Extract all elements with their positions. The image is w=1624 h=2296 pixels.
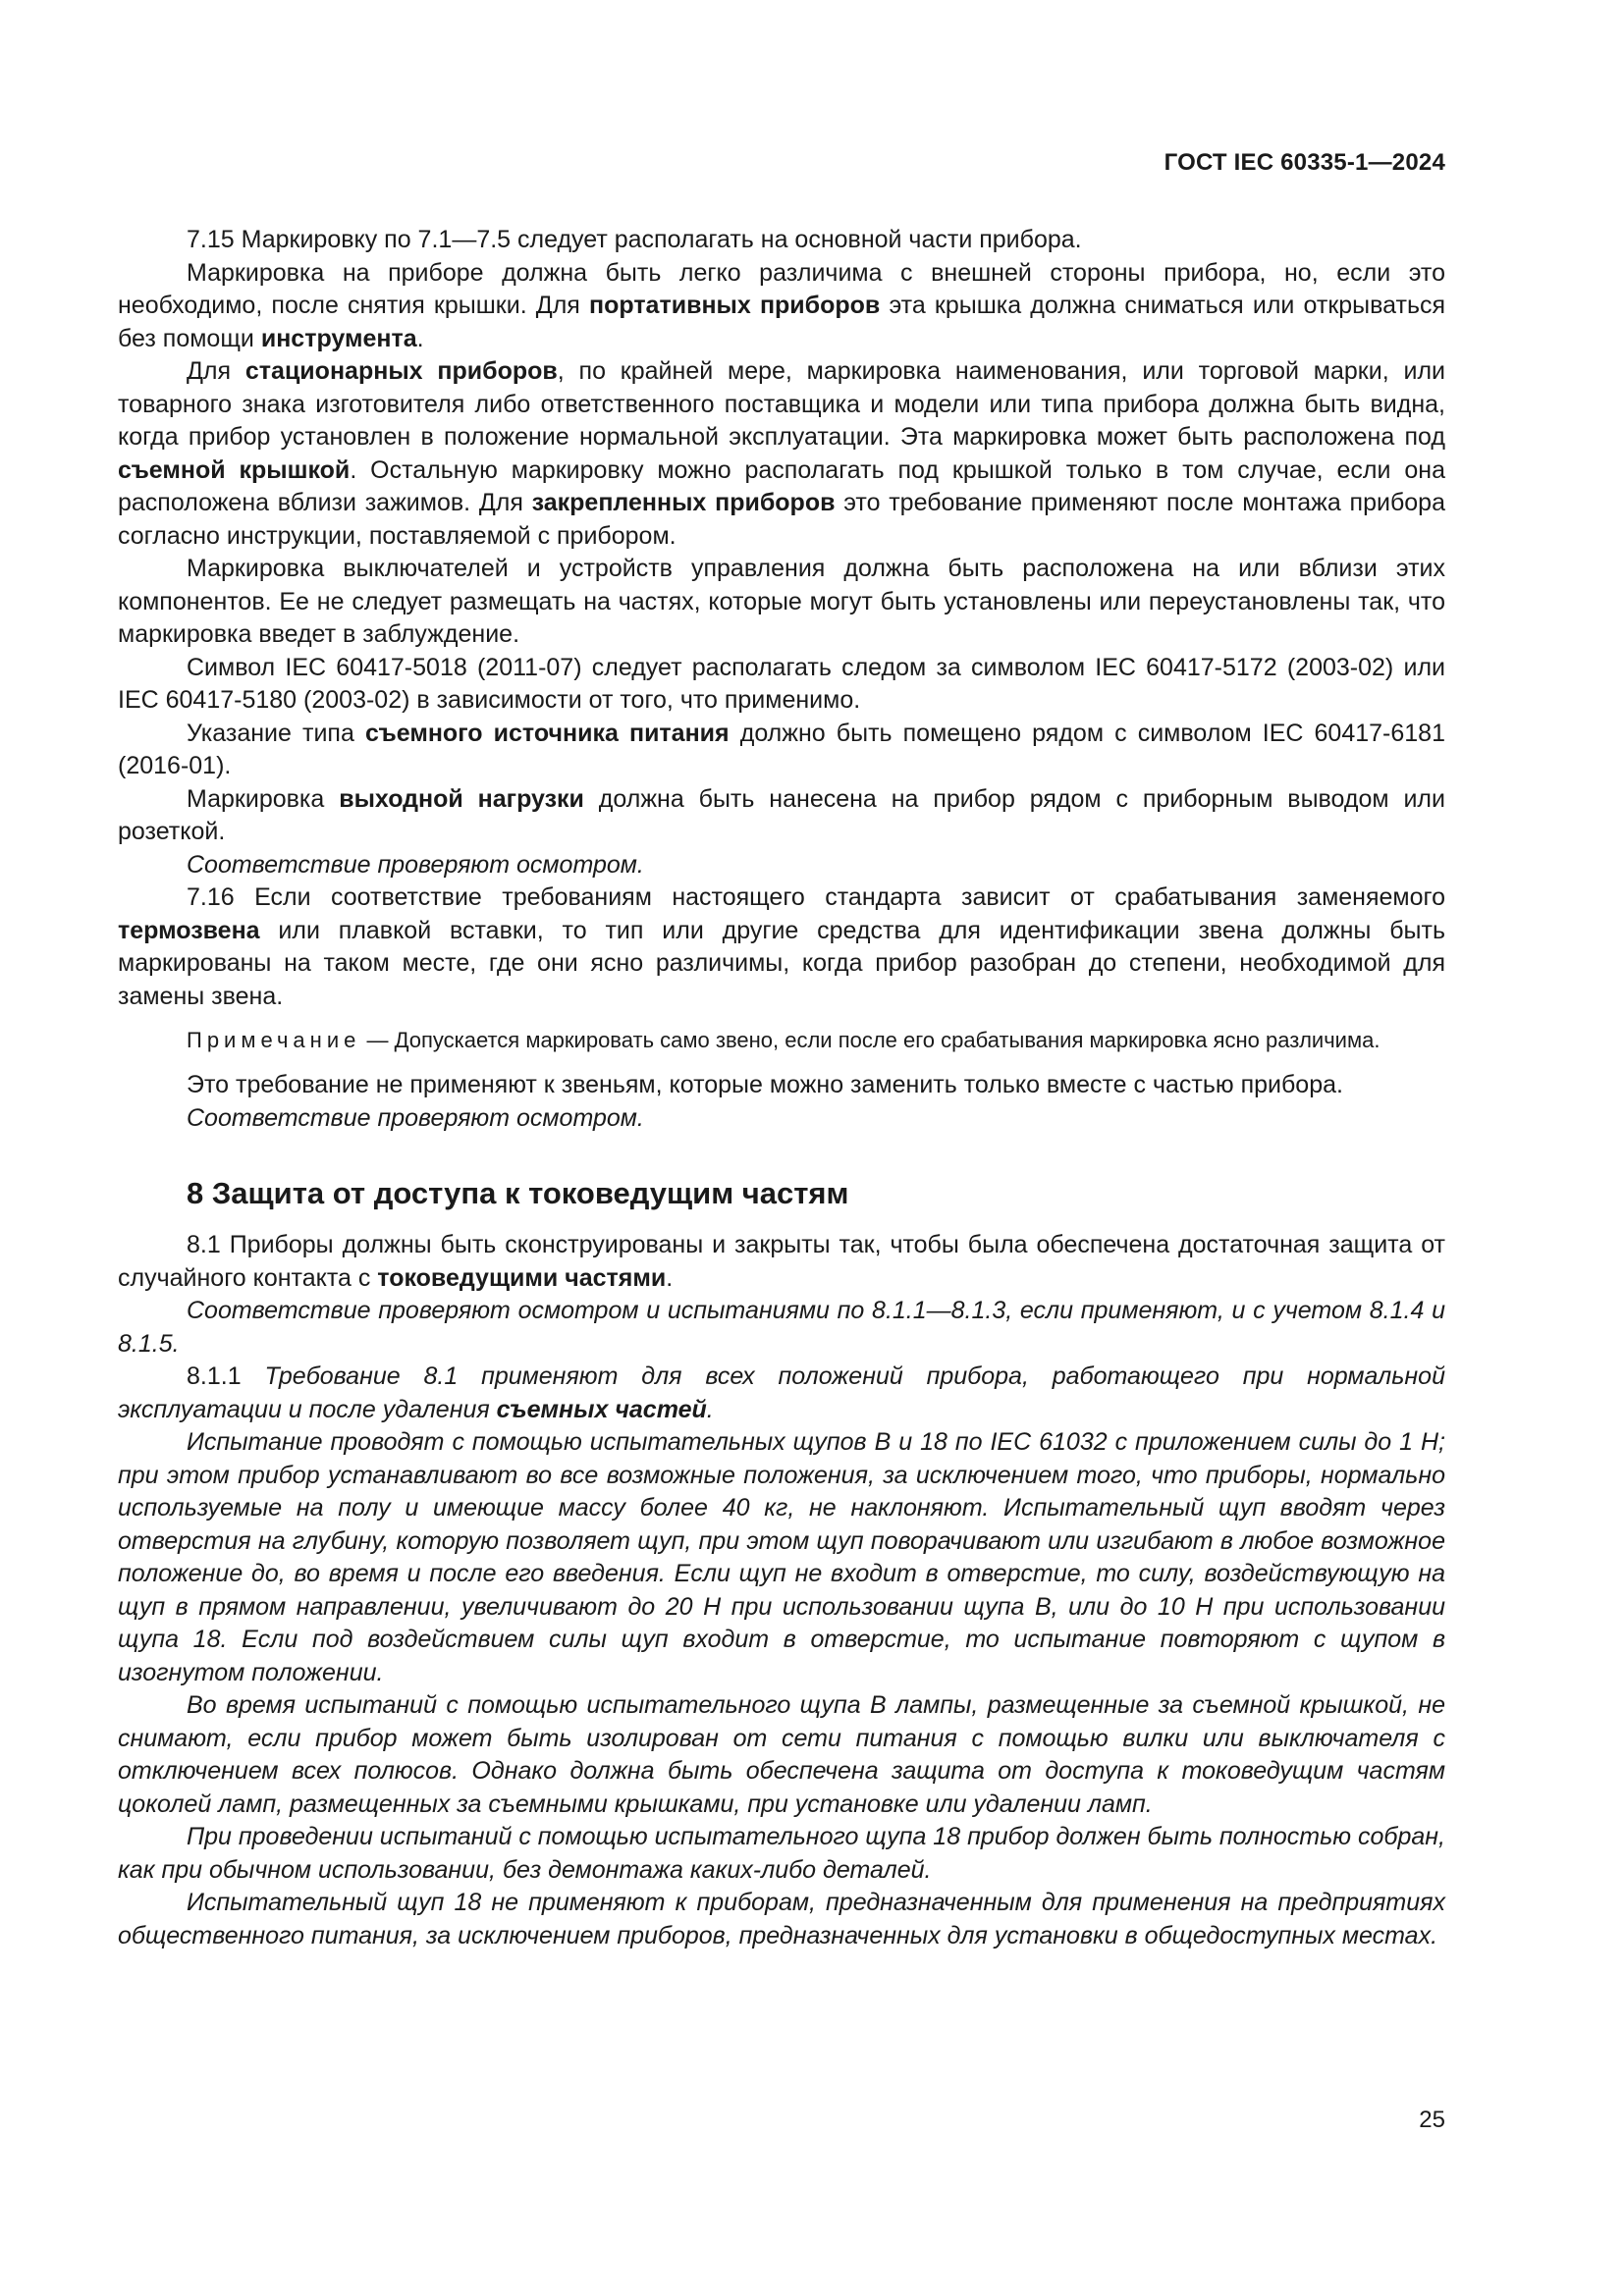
paragraph-probe-test: Испытание проводят с помощью испытательных щупов B и 18 по IEC 61032 с приложением силы до 1 Н; при этом прибор устанавливают во все возможные положения, за исключением того, что приборы, нормально используемые на полу и имеющие массу более 40 кг, не наклоняют. Испытательный щуп вводят через отверстия на глубину, которую позволяет щуп, при этом щуп поворачивают или изгибают в любое возможное положение до, во время и после его введения. Если щуп не входит в отверстие, то силу, воздействующую на щуп в прямом направлении, увеличивают до 20 Н при использовании щупа B, или до 10 Н при использовании щупа 18. Если под воздействием силы щуп входит в отверстие, то испытание повторяют с щупом в изогнутом положении. — [118, 1428, 1445, 1686]
paragraph-stationary-appliances: Для стационарных приборов, по крайней мере, маркировка наименования, или торговой марки, или товарного знака изготовителя либо ответственного поставщика и модели или типа прибора должна быть видна, когда прибор установлен в положение нормальной эксплуатации. Эта маркировка может быть расположена под съемной крышкой. Остальную маркировку можно располагать под крышкой только в том случае, если она расположена вблизи зажимов. Для закрепленных приборов это требование применяют после монтажа прибора согласно инструкции, поставляемой с прибором. — [118, 357, 1445, 550]
paragraph-7-16: 7.16 Если соответствие требованиям настоящего стандарта зависит от срабатывания заменяемого термозвена или плавкой вставки, то тип или другие средства для идентификации звена должны быть маркированы на таком месте, где они ясно различимы, когда прибор разобран до степени, необходимой для замены звена. — [118, 883, 1445, 1010]
paragraph-symbol-iec: Символ IEC 60417-5018 (2011-07) следует располагать следом за символом IEC 60417-5172 (2003-02) или IEC 60417-5180 (2003-02) в зависимости от того, что применимо. — [118, 653, 1445, 714]
paragraph-switch-marking: Маркировка выключателей и устройств управления должна быть расположена на или вблизи этих компонентов. Ее не следует размещать на частях, которые могут быть установлены или переустановлены так, что маркировка введет в заблуждение. — [118, 555, 1445, 648]
compliance-check-8-1: Соответствие проверяют осмотром и испытаниями по 8.1.1—8.1.3, если применяют, и с учетом 8.1.4 и 8.1.5. — [118, 1297, 1445, 1358]
paragraph-8-1: 8.1 Приборы должны быть сконструированы и закрыты так, чтобы была обеспечена достаточная защита от случайного контакта с токоведущими частями. — [118, 1231, 1445, 1292]
page-body — [118, 224, 1445, 1952]
page-number: 25 — [1419, 2107, 1445, 2133]
compliance-check-7-16: Соответствие проверяют осмотром. — [187, 1103, 644, 1132]
paragraph-8-1-1: 8.1.1 Требование 8.1 применяют для всех положений прибора, работающего при нормальной эксплуатации и после удаления съемных частей. — [118, 1362, 1445, 1423]
paragraph-marking-visibility: Маркировка на приборе должна быть легко различима с внешней стороны прибора, но, если это необходимо, после снятия крышки. Для портативных приборов эта крышка должна сниматься или открываться без помощи инструмента. — [118, 258, 1446, 352]
paragraph-probe-18-assembly: При проведении испытаний с помощью испытательного щупа 18 прибор должен быть полностью собран, как при обычном использовании, без демонтажа каких-либо деталей. — [118, 1823, 1445, 1884]
paragraph-probe-b-lamps: Во время испытаний с помощью испытательного щупа B лампы, размещенные за съемной крышкой, не снимают, если прибор может быть изолирован от сети питания с помощью вилки или выключателя с отключением всех полюсов. Однако должна быть обеспечена защита от доступа к токоведущим частям цоколей ламп, размещенных за съемными крышками, при установке или удалении ламп. — [118, 1691, 1445, 1818]
document-header: ГОСТ IEC 60335-1—2024 — [1164, 149, 1445, 176]
paragraph-detachable-supply: Указание типа съемного источника питания должно быть помещено рядом с символом IEC 60417-6181 (2016-01). — [118, 719, 1445, 779]
paragraph-7-15: 7.15 Маркировку по 7.1—7.5 следует располагать на основной части прибора. — [187, 226, 1082, 253]
paragraph-output-load: Маркировка выходной нагрузки должна быть нанесена на прибор рядом с приборным выводом или розеткой. — [118, 784, 1445, 845]
paragraph-7-16-links: Это требование не применяют к звеньям, которые можно заменить только вместе с частью прибора. — [187, 1071, 1343, 1098]
section-8-title: 8 Защита от доступа к токоведущим частям — [187, 1176, 849, 1210]
paragraph-probe-18-exception: Испытательный щуп 18 не применяют к приборам, предназначенным для применения на предприятиях общественного питания, за исключением приборов, предназначенных для установки в общедоступных местах. — [118, 1889, 1445, 1949]
note-7-16: Примечание — Допускается маркировать само звено, если после его срабатывания маркировка ясно различима. — [187, 1028, 1380, 1052]
compliance-check-7-15: Соответствие проверяют осмотром. — [187, 850, 644, 879]
